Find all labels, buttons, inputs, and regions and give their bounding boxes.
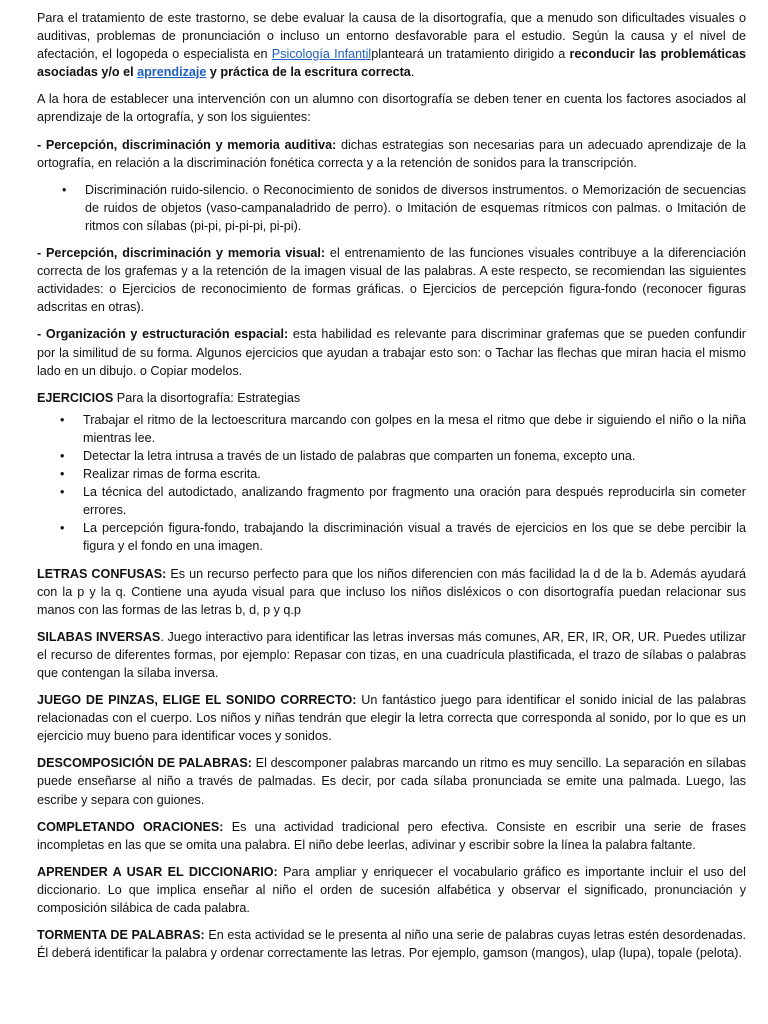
- list-item: • La percepción figura-fondo, trabajando la discriminación visual a través de ejercicios en los que se debe percibir la figura y el fondo en una imagen.: [60, 521, 746, 554]
- auditory-paragraph: - Percepción, discriminación y memoria auditiva: dichas estrategias son necesarias para un adecuado aprendizaje de la ortografía, en relación a la discriminación fonética correcta y a la retención de sonidos para la transcripción.: [37, 137, 747, 170]
- juego-pinzas-paragraph: JUEGO DE PINZAS, ELIGE EL SONIDO CORRECTO: Un fantástico juego para identificar el sonido inicial de las palabras relacionadas con el cuerpo. Los niños y niñas tendrán que elegir la letra correcta que corresponda al sonido, por lo que es un ejercicio muy bueno para identificar voces y sonidos.: [37, 693, 746, 744]
- completando-oraciones-paragraph: COMPLETANDO ORACIONES: Es una actividad tradicional pero efectiva. Consiste en escribir una serie de frases incompletas en las que se omita una palabra. El niño debe leerlas, adivinar y escribir sobre la línea la palabra faltante.: [37, 819, 746, 852]
- link-psicologia-infantil[interactable]: Psicología Infantil: [271, 47, 372, 62]
- bullet-icon: •: [60, 412, 65, 427]
- list-item: • La técnica del autodictado, analizando fragmento por fragmento una oración para después reproducirla sin cometer errores.: [60, 485, 746, 518]
- exercises-heading: EJERCICIOS Para la disortografía: Estrategias: [37, 390, 301, 405]
- list-item: • Detectar la letra intrusa a través de un listado de palabras que comparten un fonema, excepto una.: [83, 447, 746, 465]
- list-item: • Trabajar el ritmo de la lectoescritura marcando con golpes en la mesa el ritmo que debe ir siguiendo el niño o la niña mientras lee.: [60, 412, 746, 445]
- list-item: • Discriminación ruido-silencio. o Reconocimiento de sonidos de diversos instrumentos. o Memorización de secuencias de ruidos de objetos (vaso-campanaladrido de perro). o Imitación de esquemas rítmicos con palmas. o Imitación de ritmos con sílabas (pi-pi, pi-pi-pi, pi-pi).: [62, 182, 746, 233]
- intro-paragraph: Para el tratamiento de este trastorno, se debe evaluar la causa de la disortografía, que a menudo son dificultades visuales o auditivas, problemas de pronunciación o incluso un entorno desfavorable para el estudio. Según la causa y el nivel de afectación, el logopeda o especialista en Psicología Infantilplanteará un tratamiento dirigido a reconducir las problemáticas asociadas y/o el aprendizaje y práctica de la escritura correcta.: [37, 11, 746, 80]
- bullet-icon: •: [60, 485, 65, 500]
- bullet-icon: •: [60, 448, 65, 463]
- tormenta-paragraph: TORMENTA DE PALABRAS: En esta actividad se le presenta al niño una serie de palabras cuyas letras estén desordenadas. Él deberá identificar la palabra y ordenar correctamente las letras. Por ejemplo, gamson (mangos), ulap (lupa), topale (pelota).: [37, 928, 746, 961]
- visual-paragraph: - Percepción, discriminación y memoria visual: el entrenamiento de las funciones visuales contribuye a la diferenciación correcta de los grafemas y a la retención de la imagen visual de las palabras. A este respecto, se recomiendan las siguientes actividades: o Ejercicios de reconocimiento de formas gráficas. o Ejercicios de percepción figura-fondo (reconocer figuras adscritas en otras).: [37, 246, 746, 315]
- factors-paragraph: A la hora de establecer una intervención con un alumno con disortografía se deben tener en cuenta los factores asociados al aprendizaje de la ortografía, y son los siguientes:: [37, 92, 746, 125]
- auditory-list: [37, 181, 746, 235]
- strategies-list: [37, 411, 746, 556]
- silabas-inversas-paragraph: SILABAS INVERSAS. Juego interactivo para identificar las letras inversas más comunes, AR, ER, IR, OR, UR. Puedes utilizar el recurso de diferentes formas, por ejemplo: Repasar con tizas, en una cuadrícula plastificada, el trazo de sílabas o palabras que contengan la sílaba inversa.: [37, 629, 746, 680]
- spatial-paragraph: - Organización y estructuración espacial: esta habilidad es relevante para discriminar grafemas que se pueden confundir por la similitud de su forma. Algunos ejercicios que ayudan a trabajar esto son: o Tachar las flechas que miran hacia el mismo lado en un dibujo. o Copiar modelos.: [37, 327, 747, 378]
- diccionario-paragraph: APRENDER A USAR EL DICCIONARIO: Para ampliar y enriquecer el vocabulario gráfico es importante incluir el uso del diccionario. Lo que implica enseñar al niño el orden de sucesión alfabética y observar el significado, pronunciación y composición silábica de cada palabra.: [37, 864, 746, 916]
- bullet-icon: •: [60, 521, 65, 536]
- bullet-icon: •: [60, 467, 65, 482]
- descomposicion-paragraph: DESCOMPOSICIÓN DE PALABRAS: El descomponer palabras marcando un ritmo es muy sencillo. La separación en sílabas puede enseñarse al niño a través de palmadas. Es decir, por cada sílaba pronunciada se emite una palmada. Luego, las escribe y separa con guiones.: [37, 756, 746, 807]
- list-item: • Realizar rimas de forma escrita.: [83, 465, 746, 483]
- letras-confusas-paragraph: LETRAS CONFUSAS: Es un recurso perfecto para que los niños diferencien con más facilidad la d de la b. Además ayudará con la p y la q. Contiene una ayuda visual para que incluso los niños disléxicos o con disortografía puedan relacionar sus manos con las formas de las letras b, d, p y q.p: [37, 566, 746, 617]
- bullet-icon: •: [62, 182, 67, 197]
- link-aprendizaje[interactable]: aprendizaje: [137, 65, 207, 80]
